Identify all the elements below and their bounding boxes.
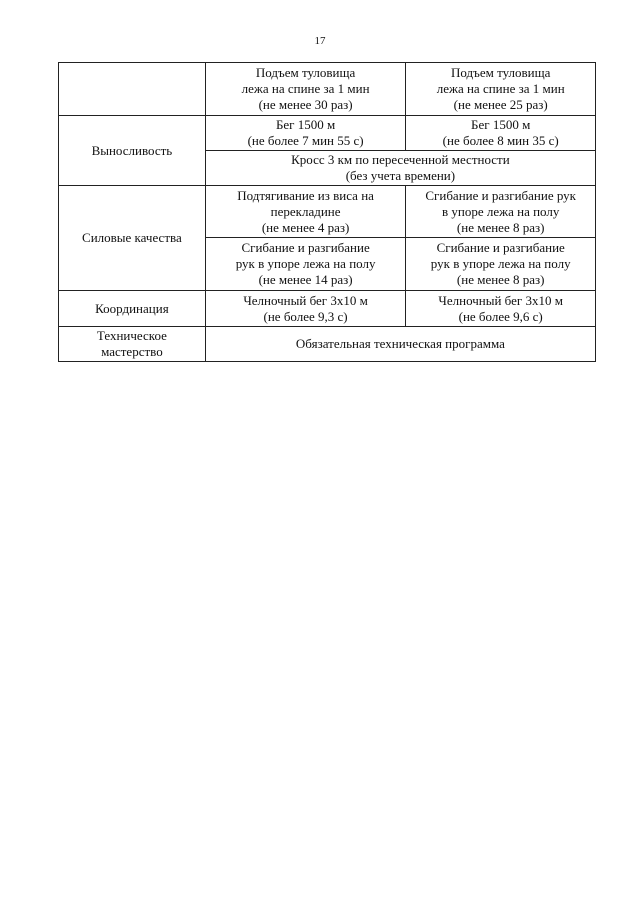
norm-cell <box>205 151 595 186</box>
norm-cell <box>205 238 406 291</box>
category-cell <box>59 327 206 362</box>
norm-cell <box>205 186 406 238</box>
category-cell <box>59 63 206 116</box>
page-number: 17 <box>314 35 326 47</box>
category-line: Техническое <box>96 328 167 343</box>
norm-line: лежа на спине за 1 мин <box>436 81 565 96</box>
norm-line: рук в упоре лежа на полу <box>430 256 571 271</box>
norm-line: Кросс 3 км по пересеченной местности <box>291 152 510 167</box>
category-line: мастерство <box>101 344 163 359</box>
category-cell: Выносливость <box>59 116 206 186</box>
norm-line: Бег 1500 м <box>471 117 531 132</box>
norm-cell <box>205 291 406 327</box>
norm-line: (без учета времени) <box>345 168 456 183</box>
norm-line: (не менее 30 раз) <box>258 97 353 112</box>
standards-table <box>58 62 596 362</box>
norm-line: Челночный бег 3x10 м <box>438 292 563 308</box>
norm-line: (не менее 25 раз) <box>453 97 548 112</box>
norm-line: Подтягивание из виса на <box>237 187 374 203</box>
table-row <box>59 186 596 238</box>
category-cell: Силовые качества <box>59 186 206 291</box>
norm-line: (не менее 4 раз) <box>261 219 350 235</box>
norm-line: (не менее 8 раз) <box>456 219 545 235</box>
table-row <box>59 63 596 116</box>
norm-line: (не более 9,3 с) <box>263 308 348 324</box>
norm-cell <box>406 186 596 238</box>
category-cell: Координация <box>59 291 206 327</box>
norm-line: Подъем туловища <box>450 65 551 80</box>
norm-cell <box>205 116 406 151</box>
norm-line: (не более 8 мин 35 с) <box>442 133 559 148</box>
norm-line: перекладине <box>270 203 341 219</box>
norm-cell <box>406 291 596 327</box>
norm-line: Сгибание и разгибание <box>436 240 565 255</box>
table-row <box>59 327 596 362</box>
norm-line: в упоре лежа на полу <box>442 203 560 219</box>
norm-cell <box>205 63 406 116</box>
norm-line: лежа на спине за 1 мин <box>241 81 370 96</box>
norm-cell <box>406 238 596 291</box>
table-row <box>59 116 596 151</box>
norm-cell: Обязательная техническая программа <box>205 327 595 362</box>
norm-line: (не менее 8 раз) <box>456 272 545 287</box>
norm-line: (не менее 14 раз) <box>258 272 353 287</box>
norm-line: Сгибание и разгибание рук <box>425 187 577 203</box>
norm-line: Челночный бег 3x10 м <box>243 292 368 308</box>
table-row <box>59 291 596 327</box>
norm-cell <box>406 116 596 151</box>
norm-line: Сгибание и разгибание <box>241 240 370 255</box>
norm-line: (не более 7 мин 55 с) <box>247 133 364 148</box>
norm-cell <box>406 63 596 116</box>
norm-line: рук в упоре лежа на полу <box>235 256 376 271</box>
norm-line: Бег 1500 м <box>275 117 336 132</box>
norm-line: Подъем туловища <box>255 65 356 80</box>
norm-line: (не более 9,6 с) <box>458 308 543 324</box>
